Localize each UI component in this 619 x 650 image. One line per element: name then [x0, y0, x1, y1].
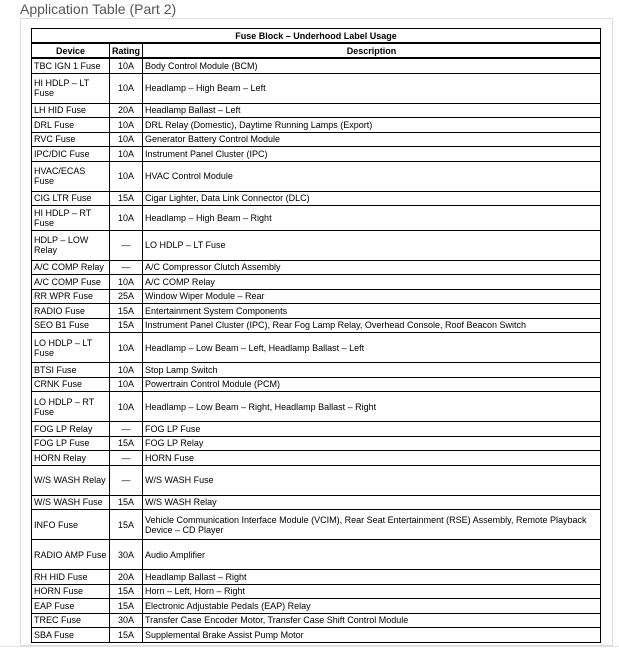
rating-cell: 10A: [110, 333, 143, 363]
table-row: [32, 260, 601, 275]
column-header-rating: Rating: [110, 43, 143, 58]
rating-cell: 10A: [110, 73, 143, 103]
table-row: [32, 230, 601, 260]
rating-cell: 10A: [110, 118, 143, 133]
device-cell: W/S WASH Relay: [32, 465, 110, 495]
table-row: [32, 392, 601, 422]
description-cell: W/S WASH Fuse: [143, 465, 601, 495]
table-row: [32, 451, 601, 466]
rating-cell: 15A: [110, 318, 143, 333]
page-title: Application Table (Part 2): [20, 1, 177, 17]
device-cell: CRNK Fuse: [32, 377, 110, 392]
table-row: [32, 275, 601, 290]
description-cell: A/C COMP Relay: [143, 275, 601, 290]
rating-cell: 10A: [110, 206, 143, 231]
table-row: [32, 613, 601, 628]
table-row: [32, 161, 601, 191]
description-cell: A/C Compressor Clutch Assembly: [143, 260, 601, 275]
rating-cell: 15A: [110, 495, 143, 510]
table-row: [32, 206, 601, 231]
device-cell: HORN Fuse: [32, 584, 110, 599]
table-row: [32, 318, 601, 333]
table-row: [32, 289, 601, 304]
device-cell: LO HDLP – LT Fuse: [32, 333, 110, 363]
device-cell: A/C COMP Relay: [32, 260, 110, 275]
rating-cell: —: [110, 260, 143, 275]
table-row: [32, 191, 601, 206]
rating-cell: 10A: [110, 161, 143, 191]
table-row: [32, 436, 601, 451]
page-divider: [0, 646, 619, 647]
device-cell: HI HDLP – LT Fuse: [32, 73, 110, 103]
description-cell: Body Control Module (BCM): [143, 58, 601, 73]
rating-cell: —: [110, 451, 143, 466]
table-row: [32, 510, 601, 540]
rating-cell: 10A: [110, 132, 143, 147]
description-cell: Audio Amplifier: [143, 540, 601, 570]
description-cell: Electronic Adjustable Pedals (EAP) Relay: [143, 599, 601, 614]
device-cell: INFO Fuse: [32, 510, 110, 540]
device-cell: RADIO Fuse: [32, 304, 110, 319]
description-cell: LO HDLP – LT Fuse: [143, 230, 601, 260]
device-cell: RADIO AMP Fuse: [32, 540, 110, 570]
rating-cell: 30A: [110, 540, 143, 570]
description-cell: Horn – Left, Horn – Right: [143, 584, 601, 599]
description-cell: Supplemental Brake Assist Pump Motor: [143, 628, 601, 643]
table-row: [32, 570, 601, 585]
table-row: [32, 147, 601, 162]
device-cell: W/S WASH Fuse: [32, 495, 110, 510]
description-cell: FOG LP Relay: [143, 436, 601, 451]
column-header-description: Description: [143, 43, 601, 58]
rating-cell: 10A: [110, 147, 143, 162]
device-cell: TBC IGN 1 Fuse: [32, 58, 110, 73]
table-row: [32, 377, 601, 392]
rating-cell: 20A: [110, 103, 143, 118]
table-caption: Fuse Block – Underhood Label Usage: [32, 29, 601, 44]
device-cell: LH HID Fuse: [32, 103, 110, 118]
table-row: [32, 599, 601, 614]
table-row: [32, 363, 601, 378]
device-cell: RH HID Fuse: [32, 570, 110, 585]
device-cell: BTSI Fuse: [32, 363, 110, 378]
description-cell: Headlamp Ballast – Right: [143, 570, 601, 585]
rating-cell: 10A: [110, 58, 143, 73]
rating-cell: 10A: [110, 392, 143, 422]
table-row: [32, 304, 601, 319]
device-cell: FOG LP Fuse: [32, 436, 110, 451]
rating-cell: 20A: [110, 570, 143, 585]
description-cell: Headlamp – Low Beam – Right, Headlamp Ballast – Right: [143, 392, 601, 422]
description-cell: Instrument Panel Cluster (IPC), Rear Fog Lamp Relay, Overhead Console, Roof Beacon Switch: [143, 318, 601, 333]
table-row: [32, 73, 601, 103]
table-row: [32, 118, 601, 133]
device-cell: CIG LTR Fuse: [32, 191, 110, 206]
description-cell: Headlamp – High Beam – Right: [143, 206, 601, 231]
description-cell: Generator Battery Control Module: [143, 132, 601, 147]
device-cell: SBA Fuse: [32, 628, 110, 643]
rating-cell: 15A: [110, 304, 143, 319]
rating-cell: 15A: [110, 436, 143, 451]
description-cell: Powertrain Control Module (PCM): [143, 377, 601, 392]
description-cell: Headlamp – High Beam – Left: [143, 73, 601, 103]
table-row: [32, 584, 601, 599]
rating-cell: 15A: [110, 191, 143, 206]
device-cell: HDLP – LOW Relay: [32, 230, 110, 260]
description-cell: Cigar Lighter, Data Link Connector (DLC): [143, 191, 601, 206]
device-cell: DRL Fuse: [32, 118, 110, 133]
description-cell: Stop Lamp Switch: [143, 363, 601, 378]
device-cell: HI HDLP – RT Fuse: [32, 206, 110, 231]
description-cell: Instrument Panel Cluster (IPC): [143, 147, 601, 162]
device-cell: HVAC/ECAS Fuse: [32, 161, 110, 191]
rating-cell: 10A: [110, 377, 143, 392]
table-row: [32, 628, 601, 643]
device-cell: TREC Fuse: [32, 613, 110, 628]
device-cell: A/C COMP Fuse: [32, 275, 110, 290]
rating-cell: 25A: [110, 289, 143, 304]
device-cell: IPC/DIC Fuse: [32, 147, 110, 162]
description-cell: HVAC Control Module: [143, 161, 601, 191]
table-row: [32, 103, 601, 118]
description-cell: Headlamp – Low Beam – Left, Headlamp Ballast – Left: [143, 333, 601, 363]
description-cell: Headlamp Ballast – Left: [143, 103, 601, 118]
table-row: [32, 422, 601, 437]
device-cell: LO HDLP – RT Fuse: [32, 392, 110, 422]
column-header-device: Device: [32, 43, 110, 58]
device-cell: HORN Relay: [32, 451, 110, 466]
rating-cell: 15A: [110, 584, 143, 599]
rating-cell: —: [110, 422, 143, 437]
device-cell: FOG LP Relay: [32, 422, 110, 437]
rating-cell: 15A: [110, 510, 143, 540]
table-row: [32, 465, 601, 495]
rating-cell: —: [110, 230, 143, 260]
table-row: [32, 540, 601, 570]
device-cell: RVC Fuse: [32, 132, 110, 147]
fuse-block-table: [31, 28, 601, 643]
device-cell: EAP Fuse: [32, 599, 110, 614]
device-cell: RR WPR Fuse: [32, 289, 110, 304]
description-cell: W/S WASH Relay: [143, 495, 601, 510]
description-cell: DRL Relay (Domestic), Daytime Running Lamps (Export): [143, 118, 601, 133]
description-cell: Transfer Case Encoder Motor, Transfer Case Shift Control Module: [143, 613, 601, 628]
description-cell: Vehicle Communication Interface Module (VCIM), Rear Seat Entertainment (RSE) Assembly, Remote Playback Device – CD Player: [143, 510, 601, 540]
table-row: [32, 132, 601, 147]
table-row: [32, 58, 601, 73]
description-cell: HORN Fuse: [143, 451, 601, 466]
rating-cell: 10A: [110, 363, 143, 378]
table-row: [32, 495, 601, 510]
rating-cell: —: [110, 465, 143, 495]
table-row: [32, 333, 601, 363]
rating-cell: 15A: [110, 599, 143, 614]
rating-cell: 10A: [110, 275, 143, 290]
description-cell: FOG LP Fuse: [143, 422, 601, 437]
rating-cell: 15A: [110, 628, 143, 643]
description-cell: Entertainment System Components: [143, 304, 601, 319]
device-cell: SEO B1 Fuse: [32, 318, 110, 333]
rating-cell: 30A: [110, 613, 143, 628]
description-cell: Window Wiper Module – Rear: [143, 289, 601, 304]
